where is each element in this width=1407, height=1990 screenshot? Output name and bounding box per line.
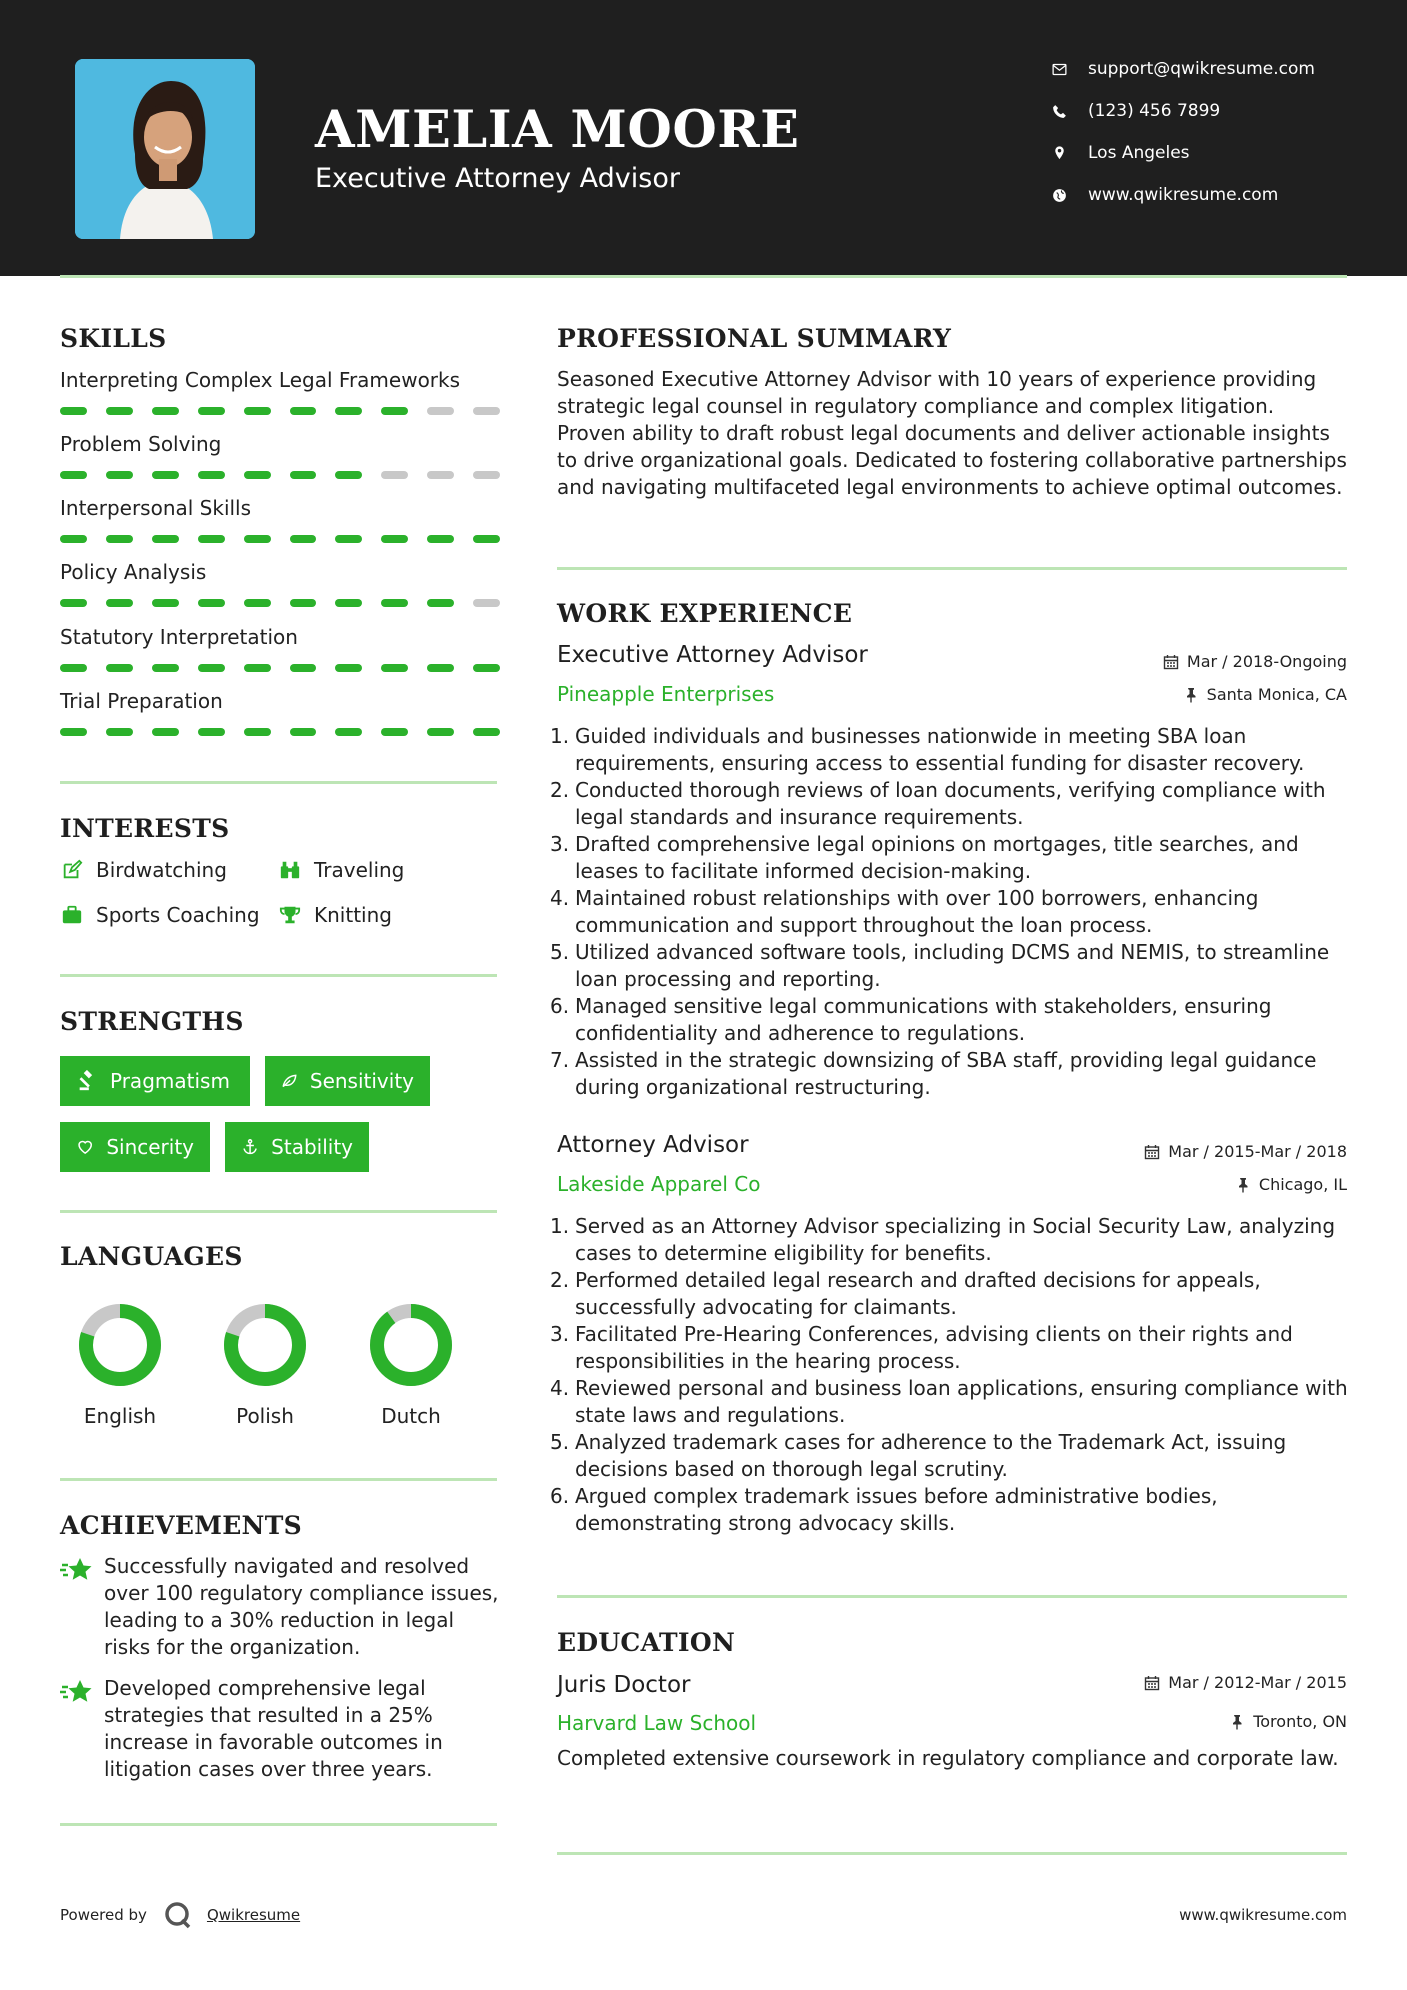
skill-level-segment [427,728,454,736]
map-pin-icon [1048,142,1070,164]
interests-divider [60,974,497,977]
skill-level-segment [427,407,454,415]
list-item: 3. Facilitated Pre-Hearing Conferences, advising clients on their rights and responsibilities in the hearing process. [550,1322,1293,1373]
interest-item [60,858,227,882]
education-degree: Juris Doctor [557,1672,691,1698]
skill-level-segment [152,407,179,415]
trophy-icon [278,903,302,927]
skill-name: Policy Analysis [60,560,207,584]
interest-label: Sports Coaching [96,903,260,927]
language-item [351,1300,471,1428]
pushpin-icon [1235,1177,1251,1193]
skill-level-segment [335,599,362,607]
education-location-text: Toronto, ON [1253,1712,1347,1731]
gavel-icon [76,1070,98,1092]
skill-level-segment [290,599,317,607]
job-dates-text: Mar / 2018-Ongoing [1186,652,1347,671]
job-bullets [550,1213,1352,1537]
languages-divider [60,1478,497,1481]
skill-level-bar [60,664,500,672]
skill-item [60,432,500,479]
job-role: Executive Attorney Advisor [557,642,868,668]
profile-photo [75,59,255,239]
skill-level-segment [60,535,87,543]
skill-level-segment [427,471,454,479]
languages-heading: LANGUAGES [60,1242,243,1271]
skill-level-segment [473,471,500,479]
education-description: Completed extensive coursework in regulatory compliance and corporate law. [557,1746,1339,1770]
skill-level-segment [244,535,271,543]
education-location [1229,1712,1347,1731]
skill-level-segment [106,407,133,415]
skill-level-segment [473,664,500,672]
list-item: 3. Drafted comprehensive legal opinions on mortgages, title searches, and leases to facilitate informed decision-making. [550,832,1299,883]
skill-level-segment [60,471,87,479]
skill-level-segment [244,728,271,736]
language-label: Dutch [381,1404,441,1428]
skill-level-segment [198,535,225,543]
briefcase-icon [60,903,84,927]
list-item: 2. Performed detailed legal research and drafted decisions for appeals, successfully advocating for claimants. [550,1268,1261,1319]
language-item [60,1300,180,1428]
contact-phone[interactable] [1048,95,1378,127]
footer-website[interactable]: www.qwikresume.com [1179,1906,1347,1924]
pushpin-icon [1183,687,1199,703]
language-proficiency-ring [75,1300,165,1390]
skill-level-segment [427,535,454,543]
achievement-item [60,1675,500,1783]
skill-name: Trial Preparation [60,689,223,713]
skill-level-segment [381,728,408,736]
list-item: 4. Reviewed personal and business loan applications, ensuring compliance with state laws and regulations. [550,1376,1348,1427]
interest-item [278,858,404,882]
education-heading: EDUCATION [557,1628,736,1657]
contact-email-text: support@qwikresume.com [1088,59,1315,79]
resume-header [0,0,1407,276]
skill-level-segment [473,407,500,415]
skill-level-segment [335,728,362,736]
interests-heading: INTERESTS [60,814,230,843]
skill-level-bar [60,535,500,543]
skill-level-segment [198,599,225,607]
list-item: 4. Maintained robust relationships with over 100 borrowers, enhancing communication and support throughout the loan process. [550,886,1259,937]
language-label: Polish [236,1404,294,1428]
job-location [1183,685,1347,704]
achievement-item [60,1553,500,1661]
skill-level-segment [152,471,179,479]
skill-level-segment [335,535,362,543]
contact-website-text: www.qwikresume.com [1088,185,1279,205]
candidate-title: Executive Attorney Advisor [315,163,680,194]
skill-level-segment [198,664,225,672]
skill-level-segment [290,407,317,415]
ring-fill [377,1311,445,1379]
strength-label: Sensitivity [309,1069,414,1093]
skill-level-segment [427,599,454,607]
job-company: Lakeside Apparel Co [557,1172,761,1196]
strengths-heading: STRENGTHS [60,1007,244,1036]
job-dates [1144,1142,1347,1161]
skill-level-segment [381,664,408,672]
job-company: Pineapple Enterprises [557,682,775,706]
powered-by-text: Powered by [60,1906,147,1924]
binoculars-icon [278,858,302,882]
calendar-icon [1163,654,1179,670]
interest-item [60,903,260,927]
list-item: 2. Conducted thorough reviews of loan documents, verifying compliance with legal standards and insurance requirements. [550,778,1326,829]
skill-level-segment [290,728,317,736]
skill-item [60,689,500,736]
list-item: 5. Utilized advanced software tools, including DCMS and NEMIS, to streamline loan processing and reporting. [550,940,1330,991]
summary-text: Seasoned Executive Attorney Advisor with 10 years of experience providing strategic legal counsel in regulatory compliance and complex litigation. Proven ability to draft robust legal documents and deliver actionable insights to drive organizational goals. Dedicated to fostering collaborative partnerships and navigating multifaceted legal environments to achieve optimal outcomes. [557,367,1347,499]
envelope-icon [1048,58,1070,80]
skill-level-segment [290,471,317,479]
skill-level-segment [335,407,362,415]
skill-level-segment [106,471,133,479]
strength-label: Stability [271,1135,353,1159]
skill-level-segment [290,535,317,543]
education-dates-text: Mar / 2012-Mar / 2015 [1168,1673,1347,1692]
skill-level-bar [60,471,500,479]
strength-badge [60,1122,210,1172]
globe-icon [1048,184,1070,206]
header-divider [60,275,1347,278]
calendar-icon [1144,1144,1160,1160]
education-school: Harvard Law School [557,1711,757,1735]
interest-label: Knitting [314,903,392,927]
strength-badge [60,1056,250,1106]
anchor-icon [241,1136,259,1158]
job-location [1235,1175,1347,1194]
contact-phone-text: (123) 456 7899 [1088,101,1221,121]
star-icon [60,1553,104,1661]
job-location-text: Santa Monica, CA [1206,685,1347,704]
list-item: 5. Analyzed trademark cases for adherence to the Trademark Act, issuing decisions based on thorough legal scrutiny. [550,1430,1287,1481]
experience-divider [557,1595,1347,1598]
summary-heading: PROFESSIONAL SUMMARY [557,324,952,353]
interest-label: Birdwatching [96,858,227,882]
qwikresume-link[interactable]: Qwikresume [206,1906,301,1924]
contact-email[interactable] [1048,53,1378,85]
job-dates [1163,652,1347,671]
skill-level-segment [60,664,87,672]
skill-item [60,560,500,607]
list-item: 1. Guided individuals and businesses nationwide in meeting SBA loan requirements, ensuring access to essential funding for disaster recovery. [550,724,1305,775]
skill-item [60,496,500,543]
education-dates [1144,1673,1347,1692]
achievement-text: Developed comprehensive legal strategies that resulted in a 25% increase in favorable outcomes in litigation cases over three years. [104,1676,443,1781]
skill-level-segment [290,664,317,672]
skill-level-segment [473,599,500,607]
skill-level-segment [106,535,133,543]
strength-label: Sincerity [106,1135,194,1159]
achievements-heading: ACHIEVEMENTS [60,1511,302,1540]
skill-level-segment [427,664,454,672]
skill-level-segment [335,471,362,479]
job-bullets [550,723,1352,1101]
language-label: English [83,1404,157,1428]
skill-level-segment [473,535,500,543]
skill-level-segment [244,599,271,607]
avatar-illustration [75,59,255,239]
skill-level-segment [198,471,225,479]
list-item: 6. Argued complex trademark issues before administrative bodies, demonstrating strong advocacy skills. [550,1484,1218,1535]
skill-level-segment [473,728,500,736]
contact-website[interactable] [1048,179,1378,211]
language-proficiency-ring [220,1300,310,1390]
skill-level-segment [381,407,408,415]
education-divider [557,1852,1347,1855]
strength-label: Pragmatism [110,1069,230,1093]
strengths-divider [60,1210,497,1213]
skill-level-segment [244,664,271,672]
job-location-text: Chicago, IL [1258,1175,1347,1194]
list-item: 7. Assisted in the strategic downsizing of SBA staff, providing legal guidance during organizational restructuring. [550,1048,1317,1099]
skill-level-segment [244,407,271,415]
skill-name: Statutory Interpretation [60,625,298,649]
skill-level-segment [152,664,179,672]
skill-level-bar [60,407,500,415]
skill-name: Interpersonal Skills [60,496,252,520]
job-role: Attorney Advisor [557,1132,749,1158]
strength-badge [265,1056,430,1106]
footer-powered-by [60,1900,300,1930]
skill-level-segment [106,728,133,736]
skill-level-segment [60,599,87,607]
achievement-text: Successfully navigated and resolved over 100 regulatory compliance issues, leading to a 30% reduction in legal risks for the organization. [104,1554,499,1659]
skill-level-segment [60,407,87,415]
skills-heading: SKILLS [60,324,167,353]
candidate-name: AMELIA MOORE [315,100,800,160]
qwikresume-logo-icon [163,1900,193,1930]
leaf-icon [281,1070,298,1092]
contact-location [1048,137,1378,169]
language-item [205,1300,325,1428]
skill-level-segment [335,664,362,672]
skill-level-bar [60,728,500,736]
skill-level-segment [152,599,179,607]
skill-level-segment [198,728,225,736]
skill-level-segment [152,728,179,736]
skill-level-segment [60,728,87,736]
skill-level-bar [60,599,500,607]
pushpin-icon [1229,1714,1245,1730]
achievements-divider [60,1823,497,1826]
interest-item [278,903,392,927]
strength-badge [225,1122,369,1172]
skill-level-segment [381,471,408,479]
skill-level-segment [106,599,133,607]
skill-level-segment [381,599,408,607]
skill-item [60,368,500,415]
skill-name: Interpreting Complex Legal Frameworks [60,368,461,392]
contact-location-text: Los Angeles [1088,143,1190,163]
star-icon [60,1675,104,1783]
calendar-icon [1144,1675,1160,1691]
skill-level-segment [198,407,225,415]
skill-level-segment [106,664,133,672]
experience-heading: WORK EXPERIENCE [557,599,853,628]
pencil-square-icon [60,858,84,882]
summary-divider [557,567,1347,570]
skill-level-segment [152,535,179,543]
interest-label: Traveling [314,858,405,882]
skill-name: Problem Solving [60,432,222,456]
heart-icon [76,1136,94,1158]
list-item: 1. Served as an Attorney Advisor specializing in Social Security Law, analyzing cases to determine eligibility for benefits. [550,1214,1336,1265]
language-proficiency-ring [366,1300,456,1390]
list-item: 6. Managed sensitive legal communications with stakeholders, ensuring confidentiality and adherence to regulations. [550,994,1272,1045]
job-dates-text: Mar / 2015-Mar / 2018 [1168,1142,1347,1161]
skills-divider [60,781,497,784]
skill-level-segment [244,471,271,479]
skill-item [60,625,500,672]
phone-icon [1048,100,1070,122]
skill-level-segment [381,535,408,543]
